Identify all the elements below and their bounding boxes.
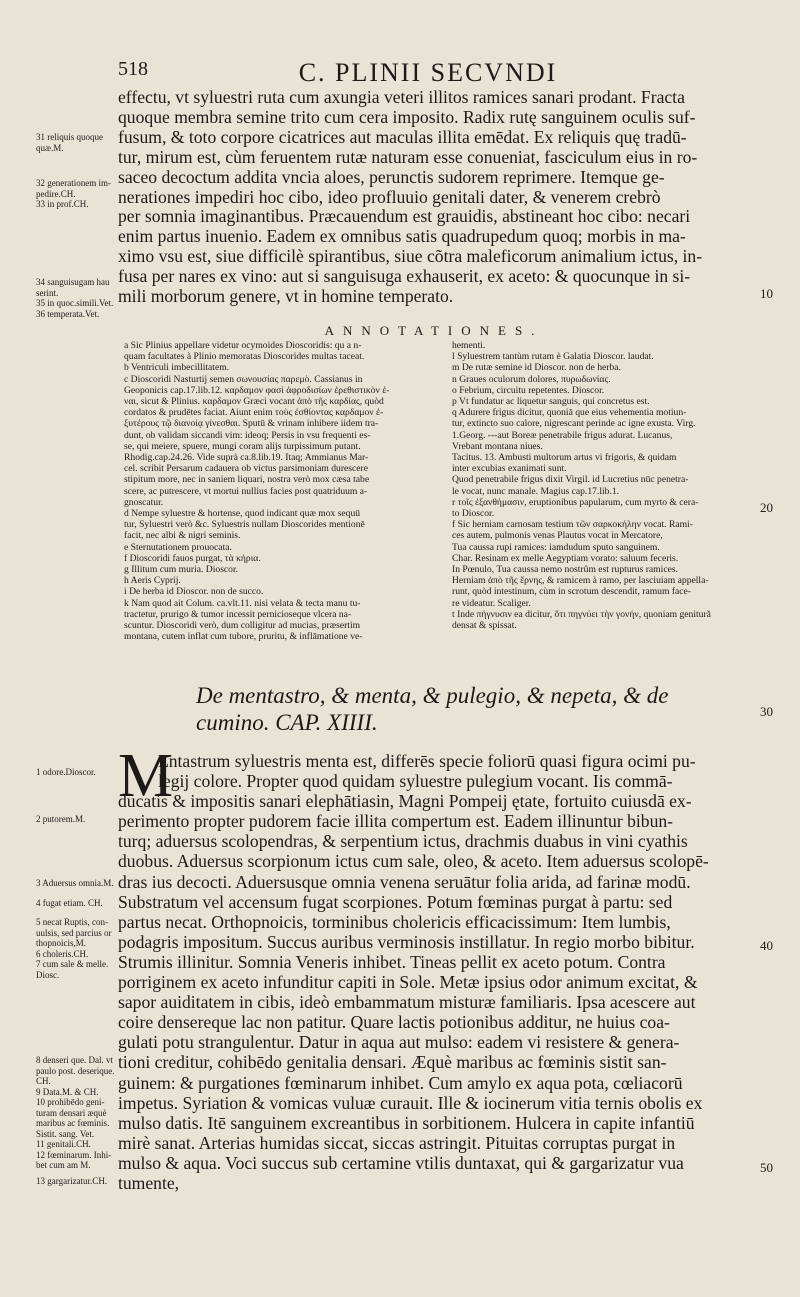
text-line: per somnia imaginantibus. Præcauendum est grauidis, abstineant hoc cibo: necari (118, 207, 691, 227)
text-line: partus necat. Orthopnoicis, torminibus cholericis efficacissimum: Item lumbis, (118, 911, 671, 932)
annotations-left-column (124, 340, 442, 642)
text-line: f Dioscoridi fauos purgat, τὰ κήρια. (124, 552, 261, 564)
sidenote-line: 6 choleris.CH. (36, 948, 89, 959)
text-line: l Syluestrem tantùm rutam è Galatia Dioscor. laudat. (452, 351, 654, 363)
text-line: effectu, vt syluestri ruta cum axungia veteri illitos ramices sanari prodant. Fracta (118, 88, 685, 107)
text-line: cordatos & prudētes faciat. Aiunt enim τοὺς ἐσθίοντας καρδαμον ἐ- (124, 407, 384, 419)
text-line: nerationes impediri hoc cibo, ideo profluuio genitali dater, & venerem crebrò (118, 187, 661, 207)
sidenote-line: bet cum am M. (36, 1160, 91, 1170)
text-line: ximo vsu est, siue difficilè spirantibus, siue cõtra maleficorum animalium ictus, in- (118, 247, 703, 267)
text-line: Geoponicis cap.17.lib.12. καρδαμον φασί ἀφροδισίων ἐρεθιστικὸν ἐ- (124, 384, 390, 396)
text-line: coire densereque lac non patitur. Quare lactis potionibus additur, ne huius coa- (118, 1012, 670, 1033)
sidenote-line: 12 fœminarum. Inhi- (36, 1149, 112, 1160)
text-line: Quod penetrabile frigus dixit Virgil. id Lucretius nūc penetra- (452, 474, 689, 486)
text-line: inter excubias exanimati sunt. (452, 463, 567, 475)
text-line: saceo decoctum addita vncia aloes, perunctis sudorem reprimere. Itemque ge- (118, 167, 665, 187)
text-line: i De herba id Dioscor. non de succo. (124, 586, 264, 598)
page-header (118, 58, 738, 86)
text-line: to Dioscor. (452, 508, 495, 520)
text-line: ναι, sicut & Plinius. καρδαμον Græci vocant ἀπὸ τῆς καρδίας, quòd (124, 396, 384, 408)
text-line: p Vt fundatur ac liquetur sanguis, qui concretus est. (452, 396, 650, 408)
running-title: C. PLINII SECVNDI (298, 58, 558, 87)
text-line: c Dioscoridi Nasturtij semen σωνουσίας παρεμὸ. Cassianus in (124, 373, 363, 385)
chapter-title: De mentastro, & menta, & pulegio, & nepeta, & de (196, 683, 669, 708)
text-line: tur, Syluestri verò &c. Syluestris nullam Dioscorides mentionē (124, 519, 365, 531)
text-line: mirè sanat. Arterias humidas siccat, siccas astringit. Pituitas corruptas purgat in (118, 1132, 676, 1153)
text-line: facit, nec albi & nigri seminis. (124, 530, 241, 542)
sidenote-line: 5 necat Ruptis, con- (36, 917, 108, 927)
text-line: enim partus inuenio. Eadem ex omnibus satis quadrupedum quoq; morbis in ma- (118, 227, 686, 247)
main-text-chapter (118, 751, 750, 1193)
sidenote-line: 7 cum sale & melle. (36, 959, 109, 969)
sidenote-group (36, 178, 126, 210)
text-line: tractetur, prurigo & tumor incessit pernicioseque vlcera na- (124, 608, 352, 620)
text-line: fusum, & toto corpore cicatrices aut maculas illita emēdat. Ex reliquis quę tradū- (118, 127, 687, 147)
sidenote-line: pedire.CH. (36, 188, 76, 199)
text-line: sapor auiditatem in cibis, ideò embammatum misturæ familiaris. Ipsa acescere aut (118, 992, 696, 1013)
annotations-right-column (452, 340, 752, 631)
line-number: 30 (760, 704, 773, 719)
sidenote-line: Diosc. (36, 969, 60, 980)
text-line: fusa per nares ex vino: aut si sanguisuga exhauserit, ex aceto: & quocunque in si- (118, 267, 691, 287)
text-line: scuntur. Dioscoridi verò, dum colligitur ad mucias, præsertim (124, 620, 361, 632)
text-line: n Graues oculorum dolores, πυρωδωνίας. (452, 373, 611, 385)
text-line: quam facultates à Plinio memoratas Dioscorides multas taceat. (124, 351, 365, 363)
text-line: dras ius decocti. Aduersusque omnia venena seruātur folia arida, ad farinæ modū. (118, 871, 691, 892)
sidenote-line: paulo post. deserique. (36, 1065, 115, 1076)
sidenote-group (36, 277, 126, 319)
text-line: Tacitus. 13. Ambusti multorum artus vi frigoris, & quidam (452, 452, 677, 464)
text-line: b Ventriculi imbecillitatem. (124, 362, 230, 374)
sidenote-line: 34 sanguisugam hau (36, 277, 110, 287)
line-number: 20 (760, 500, 773, 515)
text-line: mulso datis. Itē sanguinem excreantibus in sorbitionem. Hulcera in capite infantiū (118, 1112, 695, 1133)
main-text-upper (118, 88, 750, 307)
text-line: tur, extincto suo calore, nigrescant perinde ac igne exusta. Virg. (452, 418, 696, 430)
text-line: gnoscatur. (124, 496, 164, 508)
text-line: q Adurere frigus dicitur, quoniā que eius vehementia motiun- (452, 407, 687, 419)
sidenote-line: 9 Data.M. & CH. (36, 1086, 99, 1097)
text-line: re videatur. Scaliger. (452, 597, 531, 609)
text-line: tumente, (118, 1172, 180, 1193)
text-line: a Sic Plinius appellare videtur ocymoides Dioscoridis: qu a n- (124, 340, 362, 351)
text-line: podagris impositum. Succus auribus verminosis instillatur. In regio morbo bibitur. (118, 931, 695, 952)
text-line: r τοῖς ἐξανθήμασιν, eruptionibus papularum, cum myrto & cera- (452, 496, 699, 508)
sidenote-line: 10 prohibēdo geni- (36, 1097, 105, 1107)
text-line: mili morborum genere, vt in homine temperato. (118, 287, 454, 307)
text-line: hementi. (452, 340, 486, 351)
text-line: gulati potu strangulentur. Datur in aqua aut mulso: eadem vi resistere & genera- (118, 1032, 680, 1053)
text-line: porriginem ex aceto infunditur capiti in Sole. Metæ ipsius odor animum excitat, & (118, 972, 698, 993)
sidenote-line: quæ.M. (36, 142, 64, 153)
text-line: se, qui meiere, spuere, mungi coram alijs turpissimum putant. (124, 440, 361, 452)
text-line: Char. Resinam ex melle Aegyptiam vorato: saluum feceris. (452, 552, 679, 564)
text-line: tioni creditur, cohibēdo genitalia densari. Æquè maribus ac fœminis sistit san- (118, 1052, 667, 1073)
text-line: tur, mirum est, cùm feruentem rutæ naturam esse conueniat, fasciculum eius in ro- (118, 147, 698, 167)
text-line: e Sternutationem prouocata. (124, 541, 232, 553)
text-line: Substratum vel accensum fugat scorpiones. Potum fœminas purgat à partu: sed (118, 891, 673, 912)
text-line: Rhodig.cap.24.26. Vide suprà ca.8.lib.19. Itaq; Ammianus Mar- (124, 452, 369, 464)
text-line: ξυτέρους τῷ διανοίᾳ γίνεσθαι. Sputū & vrinam inhibere iidem tra- (124, 418, 379, 430)
text-line: montana, cutem inflat cum tubore, pruritu, & inflāmatione ve- (124, 631, 363, 643)
sidenote-line: 1 odore.Dioscor. (36, 767, 96, 777)
sidenote-line: turam densari æquè (36, 1107, 107, 1118)
text-line: 1.Georg. ---aut Boreæ penetrabile frigus adurat. Lucanus, (452, 429, 673, 441)
annotations-heading: ANNOTATIONES. (324, 323, 544, 338)
sidenote-line: Sistit. sang. Vet. (36, 1128, 95, 1139)
text-line: quoque membra semine trito cum cera imposito. Radix rutę sanguinem oculis suf- (118, 107, 696, 127)
text-line: h Aeris Cyprij. (124, 575, 181, 587)
sidenote-group (36, 767, 126, 778)
sidenote-line: 4 fugat etiam. CH. (36, 898, 103, 908)
sidenote-line: maribus ac fœminis. (36, 1118, 110, 1128)
text-line: ducatis & impositis sanari elephātiasin, Magni Pompeij ętate, fortuito cuiusdā ex- (118, 791, 692, 812)
text-line: legij colore. Propter quod quidam syluestre pulegium vocant. Iis commā- (158, 771, 673, 792)
line-number: 40 (760, 938, 773, 953)
page-number: 518 (118, 58, 148, 80)
text-line: In Pœnulo, Tua caussa nemo nostrûm est rupturus ramices. (452, 564, 678, 576)
text-line: cel. scribit Persarum cadauera ob victus parsimoniam durescere (124, 463, 369, 475)
sidenote-group (36, 878, 126, 889)
text-line: ces autem, pulmonis venas Plautus vocat in Mercatore, (452, 530, 663, 542)
text-line: mulso & aqua. Voci succus sub certamine vtilis duntaxat, qui & gargarizatur vua (118, 1152, 684, 1173)
sidenote-line: serint. (36, 287, 59, 298)
text-line: g Illitum cum muria. Dioscor. (124, 564, 239, 576)
text-line: le vocat, nunc manale. Magius cap.17.lib.1. (452, 485, 620, 497)
text-line: duobus. Aduersus scorpionum ictus cum sale, oleo, & aceto. Item aduersus scolopē- (118, 851, 709, 872)
text-line: Strumis illinitur. Somnia Veneris inhibet. Tineas pellit ex aceto potum. Contra (118, 951, 666, 972)
text-line: m De rutæ semine id Dioscor. non de herba. (452, 362, 621, 374)
text-line: k Nam quod ait Colum. ca.vlt.11. nisi velata & tecta manu tu- (124, 597, 361, 609)
sidenote-group (36, 1176, 126, 1187)
text-line: f Sic herniam carnosam testium τῶν σαρκοκήλην vocat. Rami- (452, 519, 693, 531)
sidenote-line: 35 in quoc.simili.Vet. (36, 298, 114, 308)
sidenote-line: 8 denseri que. Dal. vt (36, 1055, 113, 1065)
text-line: dunt, ob validam siccandi vim: ideoq; Persis in vsu frequenti es- (124, 429, 371, 441)
text-line: Tua caussa rupi ramices: iamdudum sputo sanguinem. (452, 541, 660, 553)
line-number: 50 (760, 1160, 773, 1175)
text-line: perimento propter pudorem facie illita compertum est. Eadem illinuntur bibun- (118, 811, 674, 832)
text-line: d Nempe syluestre & hortense, quod indicant quæ mox sequū (124, 508, 361, 520)
sidenote-line: 11 genitali.CH. (36, 1139, 91, 1149)
text-line: guinem: & purgationes fœminarum inhibet. Cum amylo ex aqua pota, cœliacorū (118, 1072, 683, 1093)
text-line: t Inde πήγνυσιν ea dicitur, ὅτι πηγνύει τὴν γονήν, quoniam genitură (452, 608, 711, 620)
sidenote-line: 2 putorem.M. (36, 814, 86, 824)
sidenote-line: CH. (36, 1076, 51, 1086)
text-line: o Febrium, circuitu repetentes. Dioscor. (452, 384, 605, 396)
chapter-title-line2: cumino. CAP. XIIII. (196, 710, 378, 735)
sidenote-group (36, 917, 126, 980)
sidenote-group (36, 814, 126, 825)
text-line: runt, quòd intestinum, cùm in scrotum descendit, ramum face- (452, 586, 691, 598)
sidenote-group (36, 132, 126, 153)
drop-capital: M (118, 742, 174, 810)
sidenote-line: 31 reliquis quoque (36, 132, 103, 142)
text-line: Vrebant montana niues. (452, 440, 543, 452)
text-line: turq; aduersus scolopendras, & serpentium ictus, drachmis duabus in vini cyathis (118, 831, 688, 852)
text-line: Entastrum syluestris menta est, differēs specie foliorū quasi figura ocimi pu- (158, 751, 696, 771)
sidenote-group (36, 1055, 126, 1171)
text-line: densat & spissat. (452, 620, 517, 632)
text-line: stipitum more, nec in saniem liquari, nostra verò mox cæsa tabe (124, 474, 370, 486)
sidenote-line: uulsis, sed parcius or (36, 927, 112, 938)
text-line: impetus. Syriation & vomicas vuluæ curauit. Ille & iocinerum vitia ternis obolis ex (118, 1092, 703, 1113)
sidenote-line: 32 generationem im- (36, 178, 111, 188)
text-line: scere, ac putrescere, vt mortui nullius facies post quatriduum a- (124, 485, 368, 497)
sidenote-line: 13 gargarizatur.CH. (36, 1176, 108, 1186)
text-line: Herniam ἀπὸ τῆς ἔρνης, & ramicem à ramo, per lasciuiam appella- (452, 575, 709, 587)
sidenote-group (36, 898, 126, 909)
sidenote-line: 33 in prof.CH. (36, 199, 89, 209)
sidenote-line: 36 temperata.Vet. (36, 308, 100, 319)
line-number: 10 (760, 286, 773, 301)
sidenote-line: 3 Aduersus omnia.M. (36, 878, 114, 888)
sidenote-line: thopnoicis,M. (36, 938, 87, 948)
